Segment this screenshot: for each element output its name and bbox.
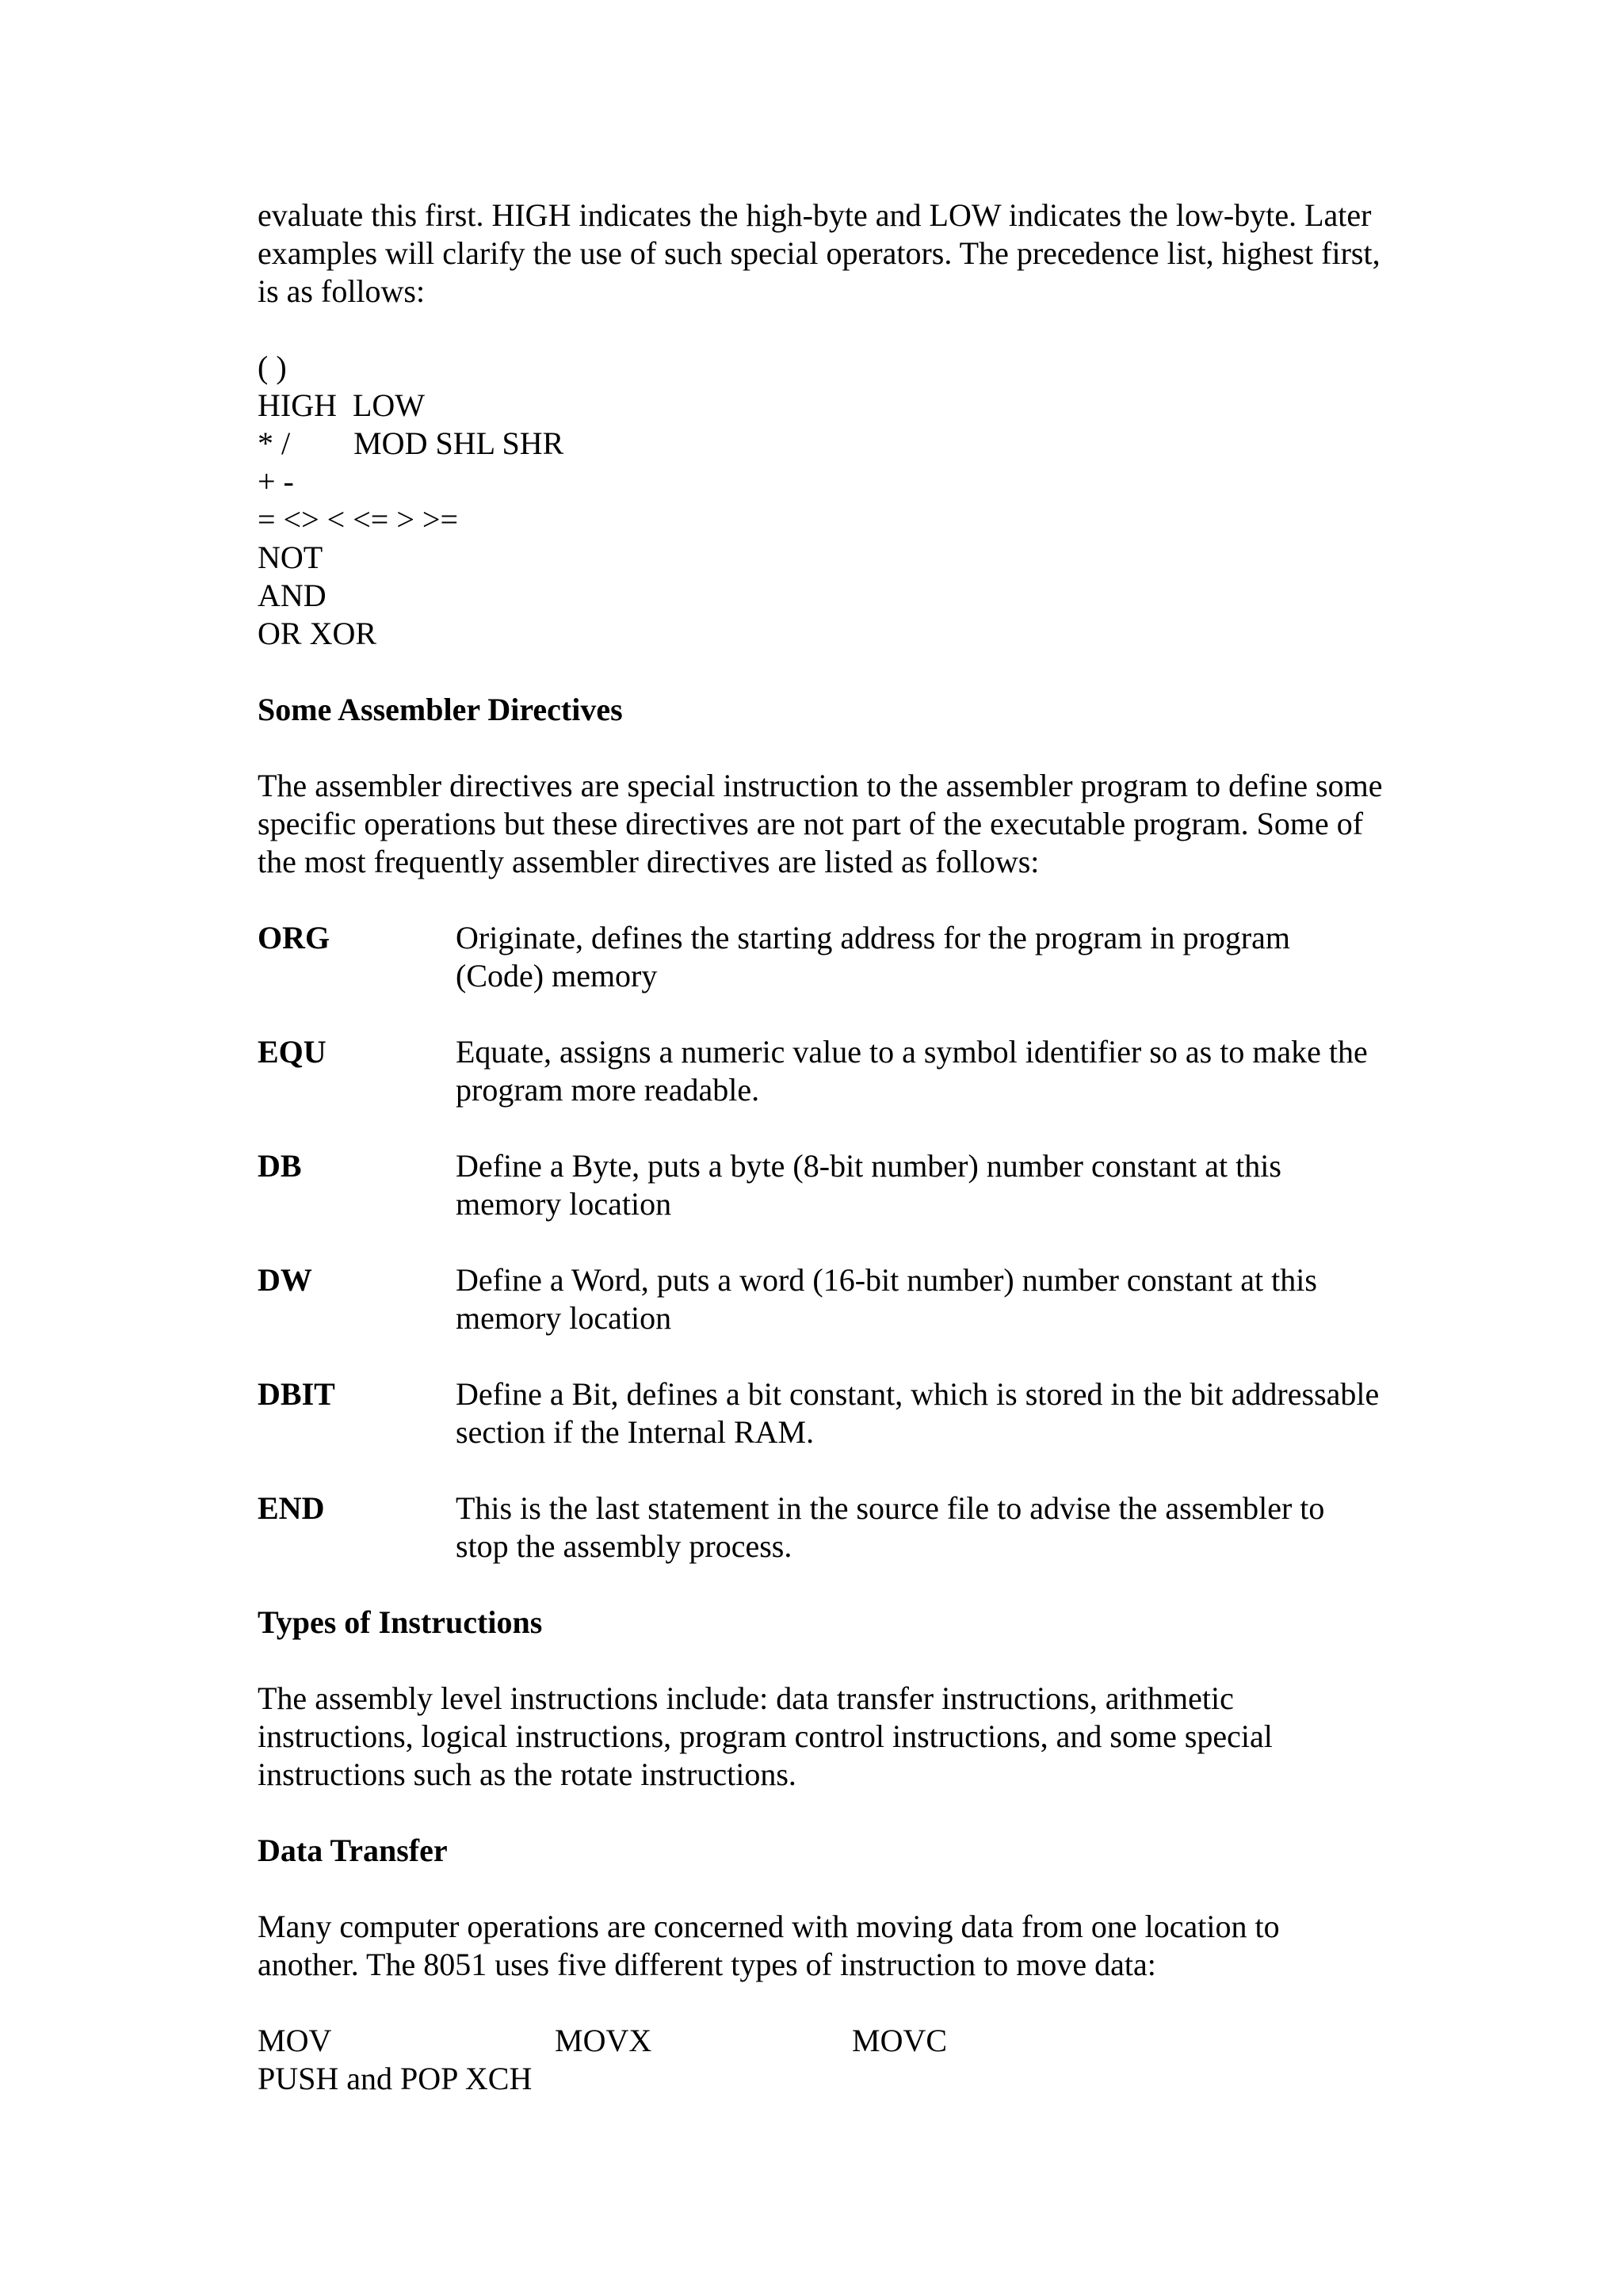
precedence-line: NOT xyxy=(258,540,323,575)
precedence-line: = <> < <= > >= xyxy=(258,502,459,537)
data-transfer-paragraph: Many computer operations are concerned with moving data from one location to another. The 8051 uses five different types of instruction to move data: xyxy=(258,1909,1280,1982)
directive-desc: Originate, defines the starting address for the program in program (Code) memory xyxy=(456,920,1291,994)
precedence-list xyxy=(258,349,1383,653)
data-transfer-heading: Data Transfer xyxy=(258,1833,448,1868)
directive-term: DB xyxy=(258,1148,302,1184)
instruction-name: MOV xyxy=(258,2023,332,2058)
directive-term: DW xyxy=(258,1262,312,1298)
directive-item xyxy=(258,919,1383,995)
directive-desc: Define a Word, puts a word (16-bit number) number constant at this memory location xyxy=(456,1262,1317,1336)
directives-heading: Some Assembler Directives xyxy=(258,692,623,727)
precedence-line: + - xyxy=(258,463,294,499)
instruction-name: MOVC xyxy=(852,2023,948,2058)
document-page xyxy=(258,196,1383,2098)
directive-desc: This is the last statement in the source file to advise the assembler to stop the assembly process. xyxy=(456,1490,1325,1564)
directive-item xyxy=(258,1147,1383,1223)
precedence-line: HIGH LOW xyxy=(258,387,426,423)
precedence-line: * / MOD SHL SHR xyxy=(258,425,564,461)
instruction-name: MOVX xyxy=(555,2023,652,2058)
directive-desc: Define a Byte, puts a byte (8-bit number) number constant at this memory location xyxy=(456,1148,1281,1222)
intro-paragraph: evaluate this first. HIGH indicates the high-byte and LOW indicates the low-byte. Later examples will clarify the use of such special operators. The precedence list, highest first, is as follows: xyxy=(258,197,1381,309)
directive-desc: Define a Bit, defines a bit constant, which is stored in the bit addressable section if the Internal RAM. xyxy=(456,1376,1380,1450)
directive-item xyxy=(258,1261,1383,1337)
directive-item xyxy=(258,1375,1383,1451)
directive-term: DBIT xyxy=(258,1376,335,1412)
types-paragraph: The assembly level instructions include: data transfer instructions, arithmetic instructions, logical instructions, program control instructions, and some special instructions such as the rotate instructions. xyxy=(258,1680,1273,1792)
precedence-line: OR XOR xyxy=(258,616,377,651)
precedence-line: ( ) xyxy=(258,349,287,385)
types-heading: Types of Instructions xyxy=(258,1604,543,1640)
precedence-line: AND xyxy=(258,578,327,613)
directive-term: EQU xyxy=(258,1034,327,1070)
mov-instructions-row xyxy=(258,2022,1383,2060)
directive-item xyxy=(258,1489,1383,1566)
directive-desc: Equate, assigns a numeric value to a symbol identifier so as to make the program more readable. xyxy=(456,1034,1368,1108)
push-pop-xch-line: PUSH and POP XCH xyxy=(258,2061,533,2096)
directive-item xyxy=(258,1033,1383,1109)
directive-term: ORG xyxy=(258,920,330,955)
directives-paragraph: The assembler directives are special instruction to the assembler program to define some specific operations but these directives are not part of the executable program. Some of the most frequently assembler directives are listed as follows: xyxy=(258,768,1383,879)
directive-term: END xyxy=(258,1490,325,1526)
